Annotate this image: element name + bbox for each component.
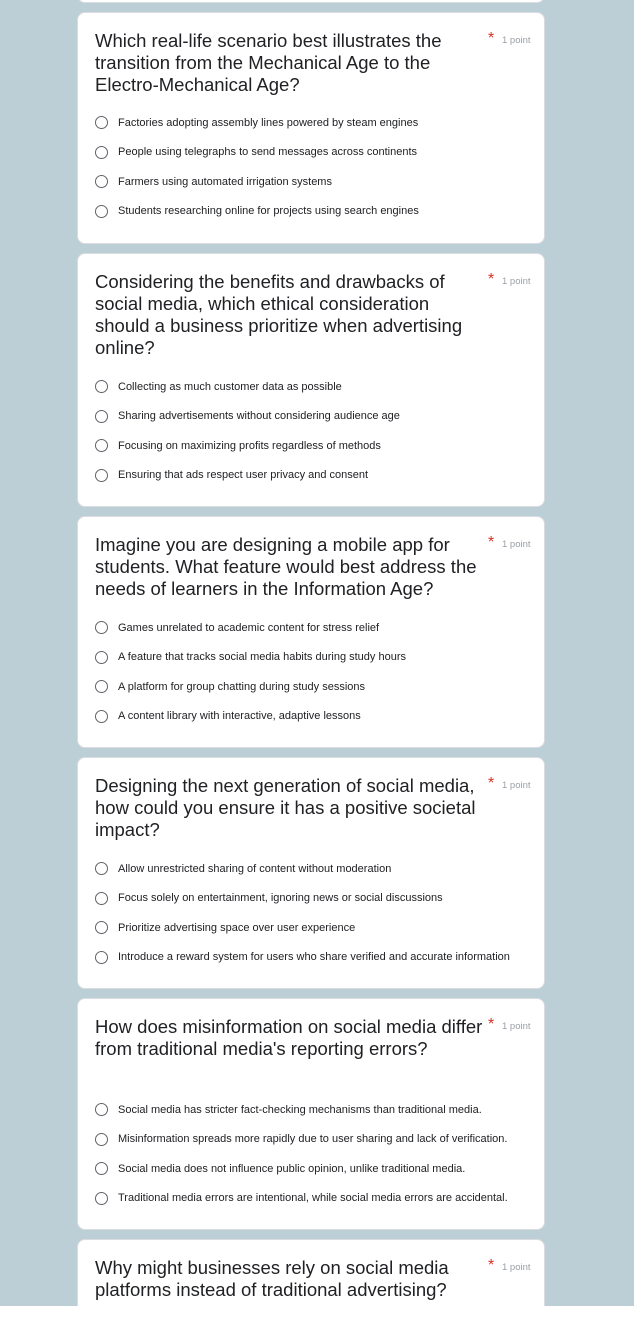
option-3[interactable]: [95, 672, 535, 702]
option-label: Focusing on maximizing profits regardless of methods: [118, 439, 381, 452]
radio-button[interactable]: [95, 410, 108, 423]
points-label: 1 point: [502, 276, 531, 287]
radio-button[interactable]: [95, 1162, 108, 1175]
points-label: 1 point: [502, 1021, 531, 1032]
option-label: Farmers using automated irrigation systems: [118, 175, 332, 188]
option-4[interactable]: [95, 943, 535, 973]
radio-button[interactable]: [95, 621, 108, 634]
option-1[interactable]: [95, 1095, 535, 1125]
radio-button[interactable]: [95, 439, 108, 452]
option-3[interactable]: [95, 1154, 535, 1184]
option-1[interactable]: [95, 854, 535, 884]
option-label: Prioritize advertising space over user experience: [118, 921, 356, 934]
points-label: 1 point: [502, 1262, 531, 1273]
option-1[interactable]: [95, 108, 535, 138]
option-3[interactable]: [95, 913, 535, 943]
option-label: Sharing advertisements without considering audience age: [118, 410, 400, 423]
required-asterisk: *: [488, 30, 495, 47]
option-4[interactable]: [95, 1184, 535, 1214]
option-list: [95, 108, 535, 226]
option-label: A platform for group chatting during study sessions: [118, 680, 366, 693]
question-card-5: [77, 998, 545, 1230]
option-1[interactable]: [95, 613, 535, 643]
option-label: Introduce a reward system for users who share verified and accurate information: [118, 951, 510, 964]
option-list: [95, 372, 535, 490]
points-label: 1 point: [502, 780, 531, 791]
question-title: Why might businesses rely on social media platforms instead of traditional advertising?: [95, 1257, 449, 1300]
radio-button[interactable]: [95, 205, 108, 218]
radio-button[interactable]: [95, 710, 108, 723]
option-label: Factories adopting assembly lines powered by steam engines: [118, 116, 419, 129]
option-2[interactable]: [95, 138, 535, 168]
option-label: Allow unrestricted sharing of content without moderation: [118, 862, 392, 875]
option-2[interactable]: [95, 643, 535, 673]
required-asterisk: *: [488, 271, 495, 288]
question-title: Which real-life scenario best illustrates the transition from the Mechanical Age to the Electro-Mechanical Age?: [95, 30, 442, 95]
option-label: Social media does not influence public opinion, unlike traditional media.: [118, 1162, 466, 1175]
option-label: Social media has stricter fact-checking mechanisms than traditional media.: [118, 1103, 482, 1116]
question-card-4: [77, 757, 545, 989]
radio-button[interactable]: [95, 651, 108, 664]
option-list: [95, 1095, 535, 1213]
radio-button[interactable]: [95, 116, 108, 129]
radio-button[interactable]: [95, 921, 108, 934]
question-card-6: [77, 1239, 545, 1306]
option-label: Focus solely on entertainment, ignoring news or social discussions: [118, 892, 443, 905]
bottom-strip: [0, 1306, 634, 1322]
question-card-1: [77, 12, 545, 244]
radio-button[interactable]: [95, 469, 108, 482]
option-label: People using telegraphs to send messages across continents: [118, 146, 418, 159]
radio-button[interactable]: [95, 1133, 108, 1146]
option-4[interactable]: [95, 702, 535, 732]
required-asterisk: *: [488, 1257, 495, 1274]
option-label: Traditional media errors are intentional, while social media errors are accidental.: [118, 1192, 508, 1205]
required-asterisk: *: [488, 534, 495, 551]
radio-button[interactable]: [95, 680, 108, 693]
option-list: [95, 854, 535, 972]
radio-button[interactable]: [95, 951, 108, 964]
question-title: Considering the benefits and drawbacks of social media, which ethical consideration should a business prioritize when advertising online?: [95, 271, 463, 358]
question-card-2: [77, 253, 545, 507]
radio-button[interactable]: [95, 862, 108, 875]
option-label: Ensuring that ads respect user privacy and consent: [118, 469, 369, 482]
question-title: Designing the next generation of social media, how could you ensure it has a positive societal impact?: [95, 775, 476, 840]
option-label: Misinformation spreads more rapidly due to user sharing and lack of verification.: [118, 1133, 508, 1146]
option-4[interactable]: [95, 461, 535, 491]
radio-button[interactable]: [95, 1103, 108, 1116]
option-label: A content library with interactive, adaptive lessons: [118, 710, 361, 723]
option-label: A feature that tracks social media habits during study hours: [118, 651, 406, 664]
required-asterisk: *: [488, 775, 495, 792]
option-3[interactable]: [95, 431, 535, 461]
option-2[interactable]: [95, 402, 535, 432]
radio-button[interactable]: [95, 175, 108, 188]
radio-button[interactable]: [95, 146, 108, 159]
question-title: Imagine you are designing a mobile app for students. What feature would best address the needs of learners in the Information Age?: [95, 534, 477, 599]
option-4[interactable]: [95, 197, 535, 227]
option-2[interactable]: [95, 1125, 535, 1155]
question-card-3: [77, 516, 545, 748]
question-title: How does misinformation on social media differ from traditional media's reporting errors?: [95, 1016, 483, 1059]
option-label: Games unrelated to academic content for stress relief: [118, 621, 380, 634]
option-3[interactable]: [95, 167, 535, 197]
question-card-previous: [77, 0, 545, 3]
option-label: Students researching online for projects using search engines: [118, 205, 419, 218]
required-asterisk: *: [488, 1016, 495, 1033]
option-list: [95, 613, 535, 731]
option-1[interactable]: [95, 372, 535, 402]
radio-button[interactable]: [95, 892, 108, 905]
points-label: 1 point: [502, 35, 531, 46]
radio-button[interactable]: [95, 1192, 108, 1205]
radio-button[interactable]: [95, 380, 108, 393]
option-2[interactable]: [95, 884, 535, 914]
points-label: 1 point: [502, 539, 531, 550]
option-label: Collecting as much customer data as possible: [118, 380, 342, 393]
